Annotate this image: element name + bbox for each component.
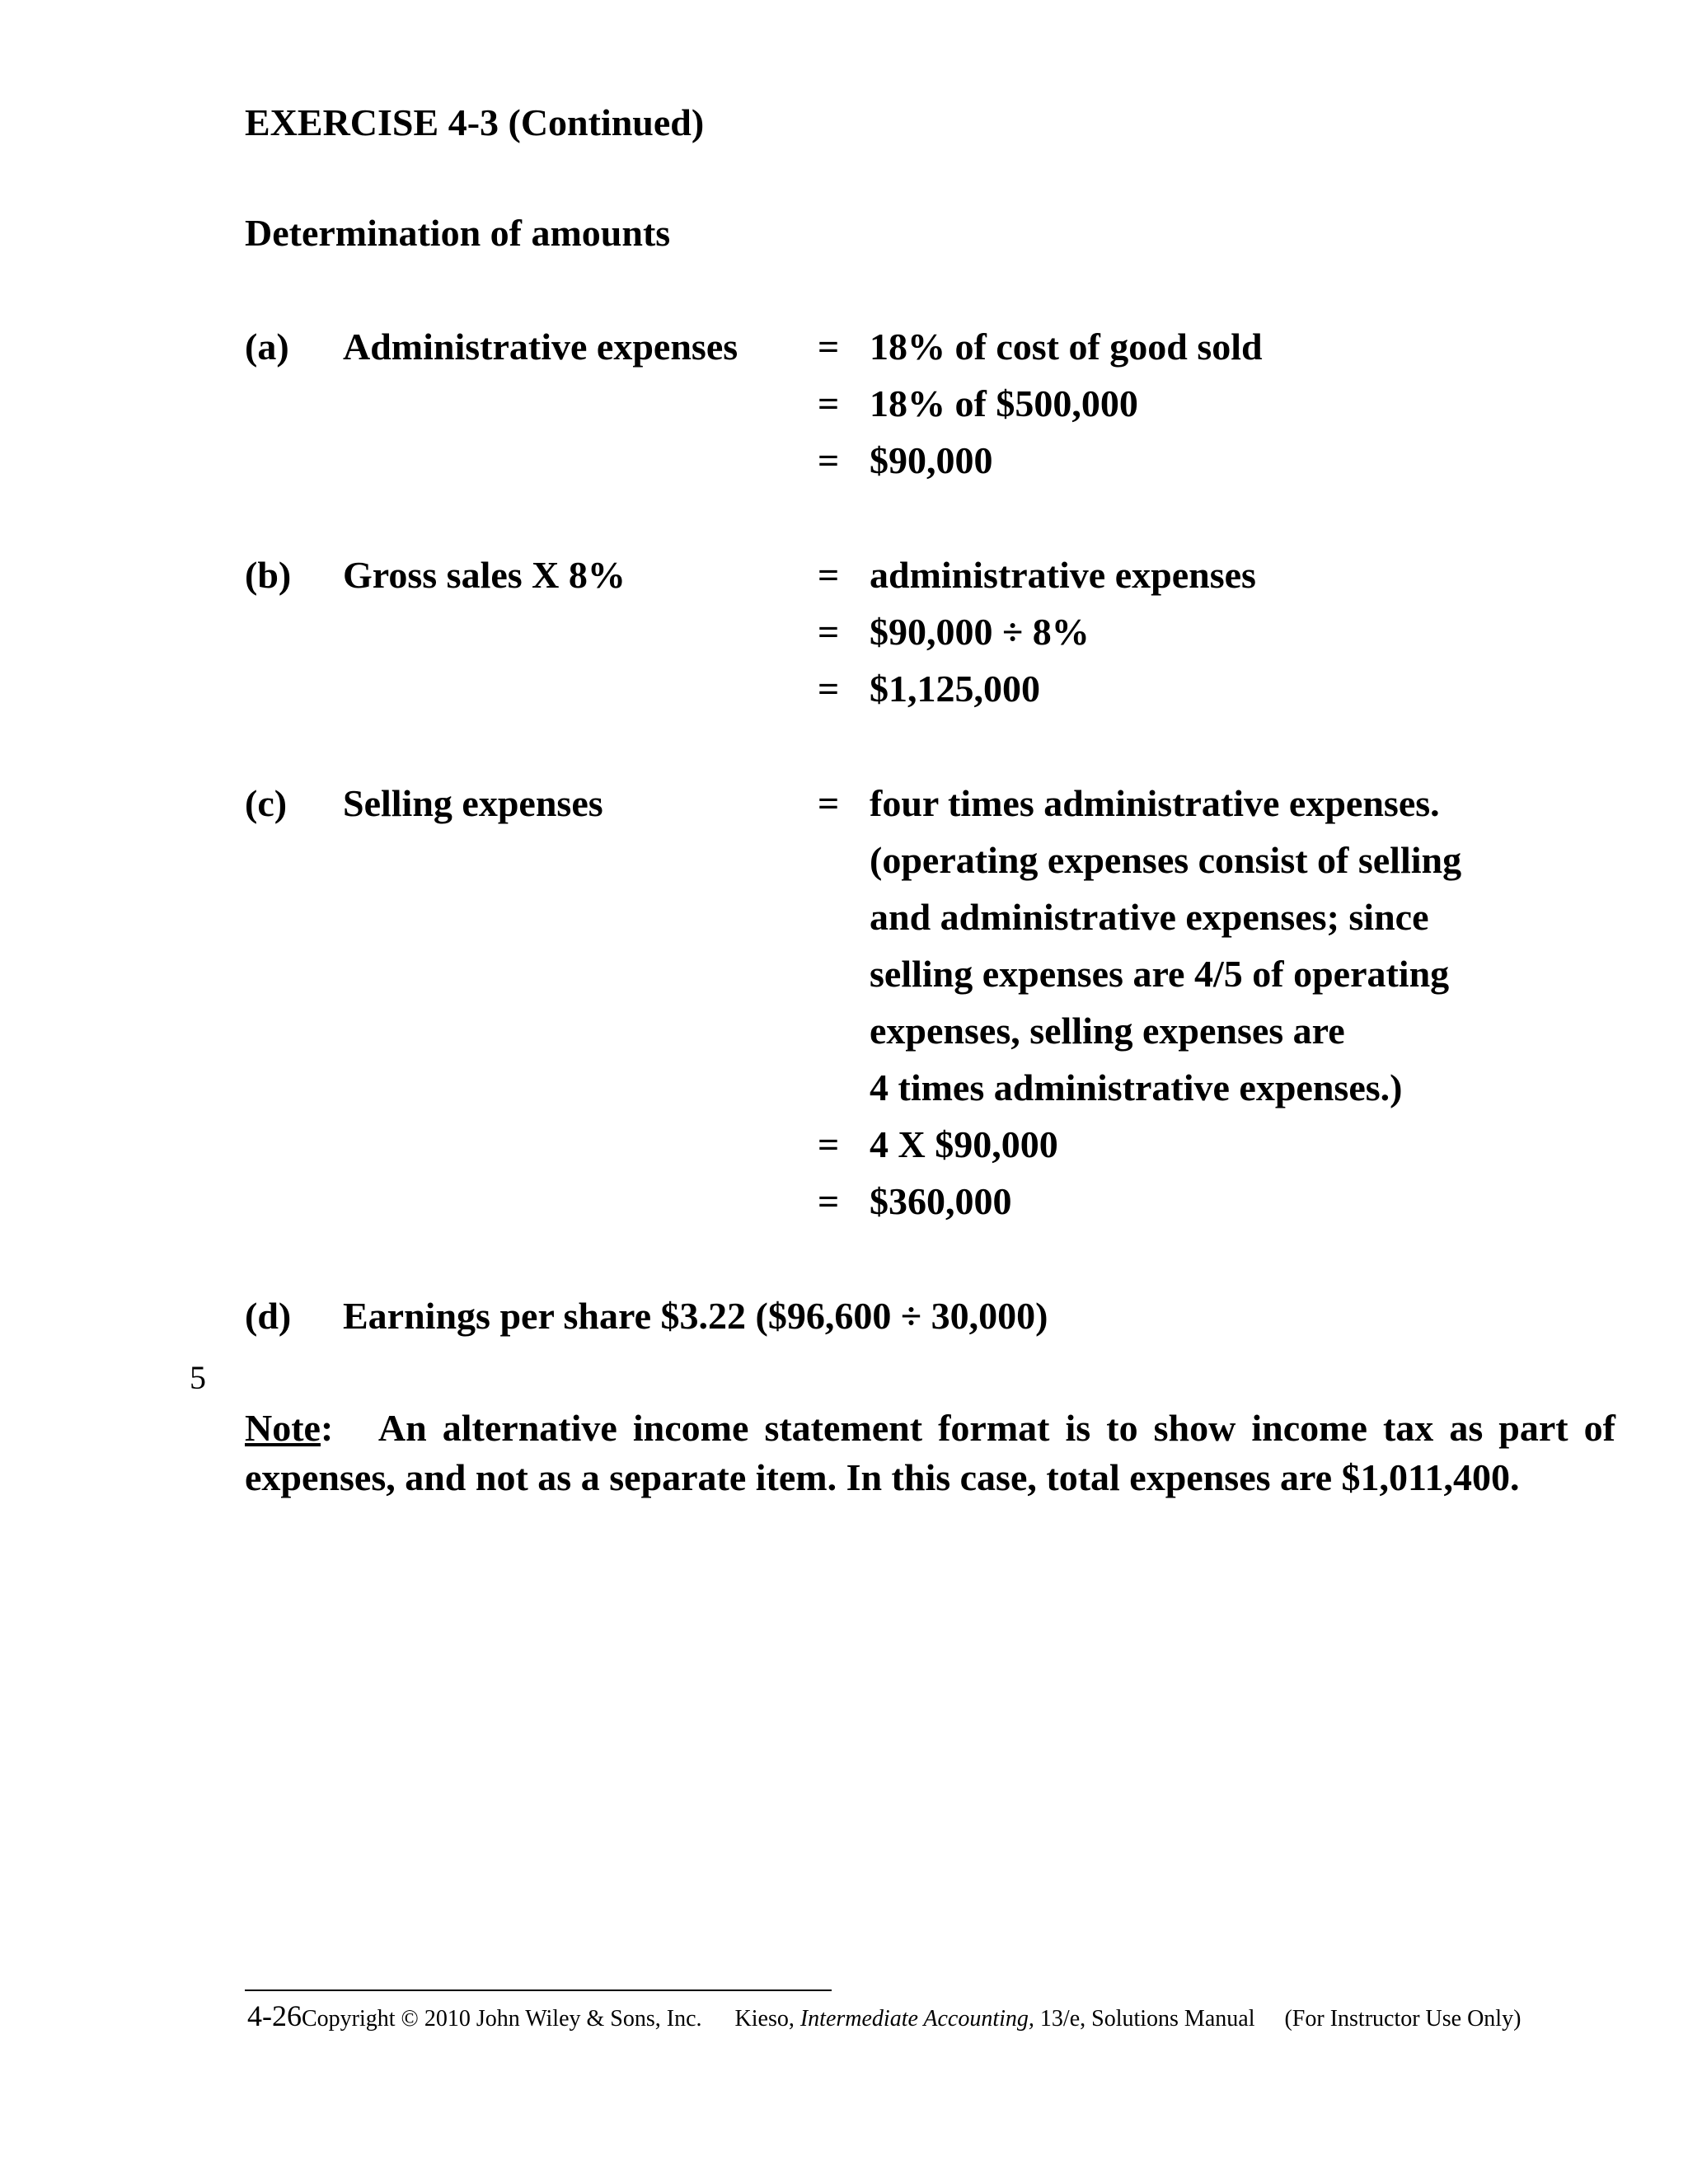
note-paragraph: Note: An alternative income statement format is to show income tax as part of expenses, and not as a separate item. In this case, total expenses are $1,011,400. xyxy=(245,1407,1615,1498)
item-a-line-3: $90,000 xyxy=(870,439,993,481)
item-a-label: Administrative expenses xyxy=(343,326,738,368)
page-footer xyxy=(247,2001,1521,2031)
note-label: Note xyxy=(245,1407,321,1449)
item-b-equals-2: = xyxy=(818,611,840,653)
footer-divider xyxy=(245,1990,832,1991)
footer-author: Kieso, xyxy=(734,2006,795,2032)
footer-copyright: Copyright © 2010 John Wiley & Sons, Inc. xyxy=(302,2006,702,2032)
item-a-marker: (a) xyxy=(245,326,289,368)
item-c-first-line: four times administrative expenses. xyxy=(870,782,1440,824)
footer-usage: (For Instructor Use Only) xyxy=(1284,2006,1522,2032)
item-a-equals-1: = xyxy=(818,326,840,368)
item-b-line-2: $90,000 ÷ 8% xyxy=(870,611,1090,653)
footer-edition: 13/e, Solutions Manual xyxy=(1039,2006,1255,2032)
item-a-equals-3: = xyxy=(818,439,840,481)
section-heading: Determination of amounts xyxy=(245,212,671,254)
margin-number: 5 xyxy=(190,1359,206,1396)
item-d-marker: (d) xyxy=(245,1295,292,1337)
item-b-equals-3: = xyxy=(818,668,840,710)
item-c-line-2: 4 X $90,000 xyxy=(870,1123,1058,1165)
item-d-text: Earnings per share $3.22 ($96,600 ÷ 30,000) xyxy=(343,1295,1048,1337)
item-a-line-1: 18% of cost of good sold xyxy=(870,326,1263,368)
item-c-explanation-5: 4 times administrative expenses.) xyxy=(870,1066,1403,1108)
item-c-line-3: $360,000 xyxy=(870,1180,1012,1222)
footer-book-title: Intermediate Accounting, xyxy=(799,2006,1034,2032)
page-number: 4-26 xyxy=(247,1999,302,2032)
item-c-label: Selling expenses xyxy=(343,782,603,824)
item-c-equals-3: = xyxy=(818,1180,840,1222)
item-a-equals-2: = xyxy=(818,382,840,424)
note-text: An alternative income statement format is to show income tax as part of expenses, and not as a separate item. In this case, total expenses are $1,011,400. xyxy=(245,1407,1615,1498)
item-c-equals-1: = xyxy=(818,782,840,824)
item-a-line-2: 18% of $500,000 xyxy=(870,382,1138,424)
item-c-explanation-1: (operating expenses consist of selling xyxy=(870,839,1462,881)
item-c-explanation-2: and administrative expenses; since xyxy=(870,896,1429,938)
item-b-line-3: $1,125,000 xyxy=(870,668,1040,710)
page-title: EXERCISE 4-3 (Continued) xyxy=(245,101,705,143)
item-c-explanation-4: expenses, selling expenses are xyxy=(870,1010,1345,1052)
item-b-label: Gross sales X 8% xyxy=(343,554,626,596)
item-b-line-1: administrative expenses xyxy=(870,554,1256,596)
item-c-equals-2: = xyxy=(818,1123,840,1165)
item-c-marker: (c) xyxy=(245,782,288,824)
item-b-equals-1: = xyxy=(818,554,840,596)
item-c-explanation-3: selling expenses are 4/5 of operating xyxy=(870,953,1450,995)
item-b-marker: (b) xyxy=(245,554,292,596)
